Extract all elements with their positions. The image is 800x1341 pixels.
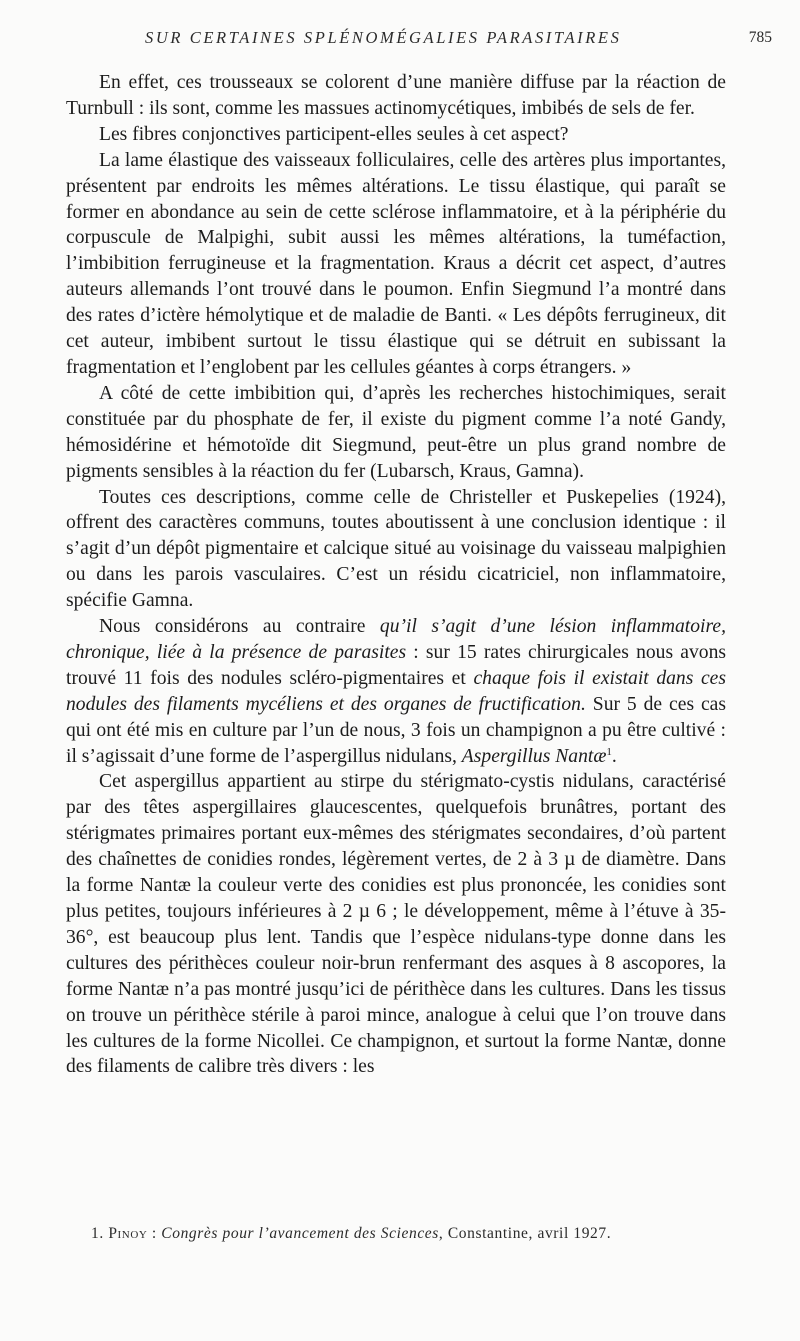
paragraph-6 xyxy=(66,614,726,769)
paragraph-5: Toutes ces descriptions, comme celle de Christeller et Puskepelies (1924), offrent des caractères communs, toutes aboutissent à une conclusion identique : il s’agit d’un dépôt pigmentaire et calcique situé au voisinage du vaisseau malpighien ou dans les parois vasculaires. C’est un résidu cicatriciel, non inflammatoire, spécifie Gamna. xyxy=(66,486,726,612)
paragraph-6-italic-finding: chaque fois il existait dans ces nodules des filaments mycéliens et des organes de fructification. xyxy=(66,667,726,715)
footnote-title: Congrès pour l’avancement des Sciences xyxy=(161,1225,439,1242)
paragraph-6-text: . xyxy=(611,745,617,767)
paragraph-2: Les fibres conjonctives participent-elles seules à cet aspect? xyxy=(99,123,569,145)
footnote xyxy=(91,1225,751,1243)
paragraph-6-italic-claim: qu’il s’agit d’une lésion inflammatoire, chronique, liée à la présence de parasites xyxy=(66,616,726,663)
paragraph-3: La lame élastique des vaisseaux folliculaires, celle des artères plus importantes, présentent par endroits les mêmes altérations. Le tissu élastique, qui paraît se former en abondance au sein de cette sclérose inflammatoire, et à la périphérie du corpuscule de Malpighi, subit aussi les mêmes altérations, la tuméfaction, l’imbibition ferrugineuse et la fragmentation. Kraus a décrit cet aspect, d’autres auteurs allemands l’ont trouvé dans le poumon. Enfin Siegmund l’a montré dans des rates d’ictère hémolytique et de maladie de Banti. « Les dépôts ferrugineux, dit cet auteur, imbibent surtout le tissu élastique qui se détruit en subissant la fragmentation et l’englobent par les cellules géantes à corps étrangers. » xyxy=(66,149,726,378)
paragraph-6-text: Nous considérons au contraire xyxy=(99,616,380,638)
paragraph-6-text: Sur 5 de ces cas qui ont été mis en culture par l’un de nous, 3 fois un champignon a pu être cultivé : il s’agissait d’une forme de l’aspergillus nidulans, xyxy=(66,693,727,767)
footnote-rest: , Constantine, avril 1927. xyxy=(438,1225,612,1242)
footnote-author: Pinoy xyxy=(108,1225,148,1242)
paragraph-1: En effet, ces trousseaux se colorent d’une manière diffuse par la réaction de Turnbull : ils sont, comme les massues actinomycétiques, imbibés de sels de fer. xyxy=(66,72,726,119)
paragraph-4: A côté de cette imbibition qui, d’après les recherches histochimiques, serait constituée par du phosphate de fer, il existe du pigment comme l’a noté Gandy, hémosidérine et hémotoïde dit Siegmund, peut-être un plus grand nombre de pigments sensibles à la réaction du fer (Lubarsch, Kraus, Gamna). xyxy=(66,382,726,482)
footnote-separator: : xyxy=(147,1225,162,1242)
page-header xyxy=(60,28,772,52)
running-title: SUR CERTAINES SPLÉNOMÉGALIES PARASITAIRES xyxy=(145,28,622,47)
paragraph-7: Cet aspergillus appartient au stirpe du stérigmato-cystis nidulans, caractérisé par des têtes aspergillaires glaucescentes, quelquefois brunâtres, portant des stérigmates primaires portant eux-mêmes des stérigmates secondaires, d’où partent des chaînettes de conidies rondes, légèrement vertes, de 2 à 3 µ de diamètre. Dans la forme Nantæ la couleur verte des conidies est plus prononcée, les conidies sont plus petites, toujours inférieures à 2 µ 6 ; le développement, même à l’étuve à 35-36°, est beaucoup plus lent. Tandis que l’espèce nidulans-type donne dans les cultures des périthèces couleur noir-brun renfermant des asques à 8 ascopores, la forme Nantæ n’a pas montré jusqu’ici de périthèce dans les cultures. Dans les tissus on trouve un périthèce stérile à paroi mince, analogue à celui que l’on trouve dans les cultures de la forme Nicollei. Ce champignon, et surtout la forme Nantæ, donne des filaments de calibre très divers : les xyxy=(66,771,726,1078)
footnote-ref[interactable]: 1 xyxy=(606,745,612,758)
species-name: Aspergillus Nantæ xyxy=(461,745,607,767)
page-number: 785 xyxy=(748,29,772,46)
footnote-number: 1. xyxy=(91,1225,104,1242)
body-text xyxy=(66,70,726,1080)
paragraph-6-text: : sur 15 rates chirurgicales nous avons trouvé 11 fois des nodules scléro-pigmentaires et xyxy=(66,641,726,689)
